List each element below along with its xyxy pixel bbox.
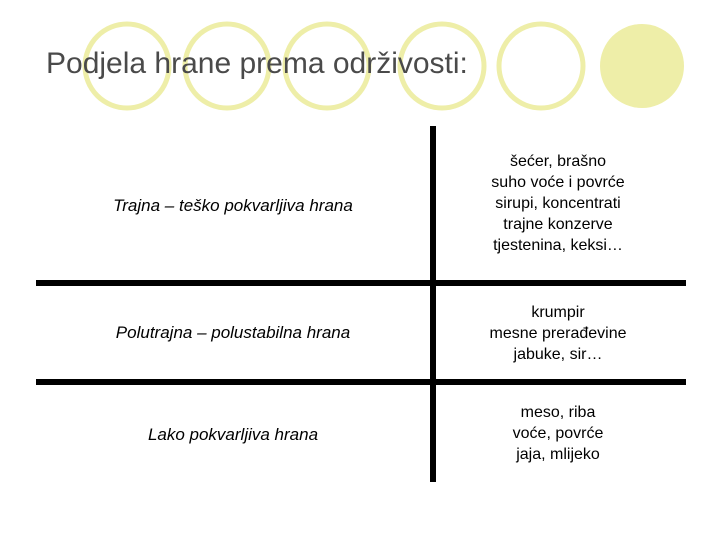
table-horizontal-divider — [36, 379, 686, 385]
example-line: voće, povrće — [512, 425, 604, 442]
example-line: jaja, mlijeko — [516, 446, 600, 463]
table-vertical-divider — [430, 126, 436, 482]
deco-circle — [499, 24, 583, 108]
category-label: Trajna – teško pokvarljiva hrana — [113, 196, 353, 215]
category-label: Lako pokvarljiva hrana — [147, 425, 319, 444]
category-label: Polutrajna – polustabilna hrana — [115, 323, 351, 342]
example-line: mesne prerađevine — [489, 325, 627, 342]
examples-cell — [460, 302, 656, 365]
example-line: suho voće i povrće — [491, 174, 625, 191]
table-horizontal-divider — [36, 280, 686, 286]
example-line: krumpir — [531, 304, 585, 321]
example-line: jabuke, sir… — [513, 346, 603, 363]
example-line: šećer, brašno — [509, 153, 607, 170]
slide-title: Podjela hrane prema održivosti: — [46, 47, 468, 80]
example-line: trajne konzerve — [503, 216, 613, 233]
example-line: sirupi, koncentrati — [495, 195, 621, 212]
example-line: tjestenina, keksi… — [493, 237, 623, 254]
example-line: meso, riba — [520, 404, 596, 421]
deco-circle-filled — [600, 24, 684, 108]
examples-cell — [460, 151, 656, 256]
examples-cell — [460, 402, 656, 465]
